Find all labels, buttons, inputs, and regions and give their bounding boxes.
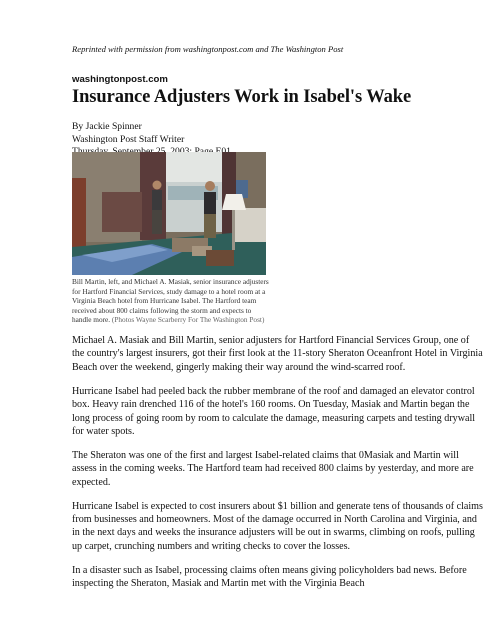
reprint-notice: Reprinted with permission from washingtonpost.com and The Washington Post bbox=[72, 44, 344, 54]
photo-caption bbox=[72, 277, 272, 325]
article-paragraph: The Sheraton was one of the first and largest Isabel-related claims that 0Masiak and Martin will assess in the coming weeks. The Hartford team had received 800 claims by yesterday, and more are expected. bbox=[72, 449, 474, 488]
site-name: washingtonpost.com bbox=[72, 74, 168, 85]
byline-role: Washington Post Staff Writer bbox=[72, 133, 185, 145]
article-paragraph: Hurricane Isabel had peeled back the rubber membrane of the roof and damaged an elevator control box. Heavy rain drenched 116 of the hotel's 160 rooms. On Tuesday, Masiak and Martin began the long process of going room by room to calculate the damage, measuring carpets and testing drywall for water spots. bbox=[72, 385, 476, 437]
article-paragraph: In a disaster such as Isabel, processing claims often means giving policyholders bad news. Before inspecting the Sheraton, Masiak and Martin met with the Virginia Beach bbox=[72, 564, 467, 590]
byline-author: By Jackie Spinner bbox=[72, 121, 142, 132]
photo-caption-text: Bill Martin, left, and Michael A. Masiak, senior insurance adjusters for Hartford Financial Services, study damage to a hotel room at a Virginia Beach hotel from Hurricane Isabel. The Hartford team received about 800 claims following the storm and expects to handle more. bbox=[72, 277, 269, 325]
article-body bbox=[72, 334, 484, 601]
article-paragraph: Hurricane Isabel is expected to cost insurers about $1 billion and generate tens of thousands of claims from businesses and homeowners. Most of the damage occurred in North Carolina and Virginia, and in the next days and weeks the insurance adjusters will be out in swarms, climbing on roofs, pulling up carpet, crunching numbers and writing checks to cover the losses. bbox=[72, 500, 483, 552]
article-headline: Insurance Adjusters Work in Isabel's Wake bbox=[72, 87, 412, 107]
article-paragraph: Michael A. Masiak and Bill Martin, senior adjusters for Hartford Financial Services Group, one of the country's largest insurers, got their first look at the 11-story Sheraton Oceanfront Hotel in Virginia Beach over the weekend, gingerly making their way around the wind-scarred roof. bbox=[72, 335, 483, 373]
photo-credit: (Photos Wayne Scarberry For The Washington Post) bbox=[111, 315, 265, 325]
article-photo bbox=[72, 152, 266, 275]
hotel-room-photo-graphic bbox=[72, 152, 266, 275]
